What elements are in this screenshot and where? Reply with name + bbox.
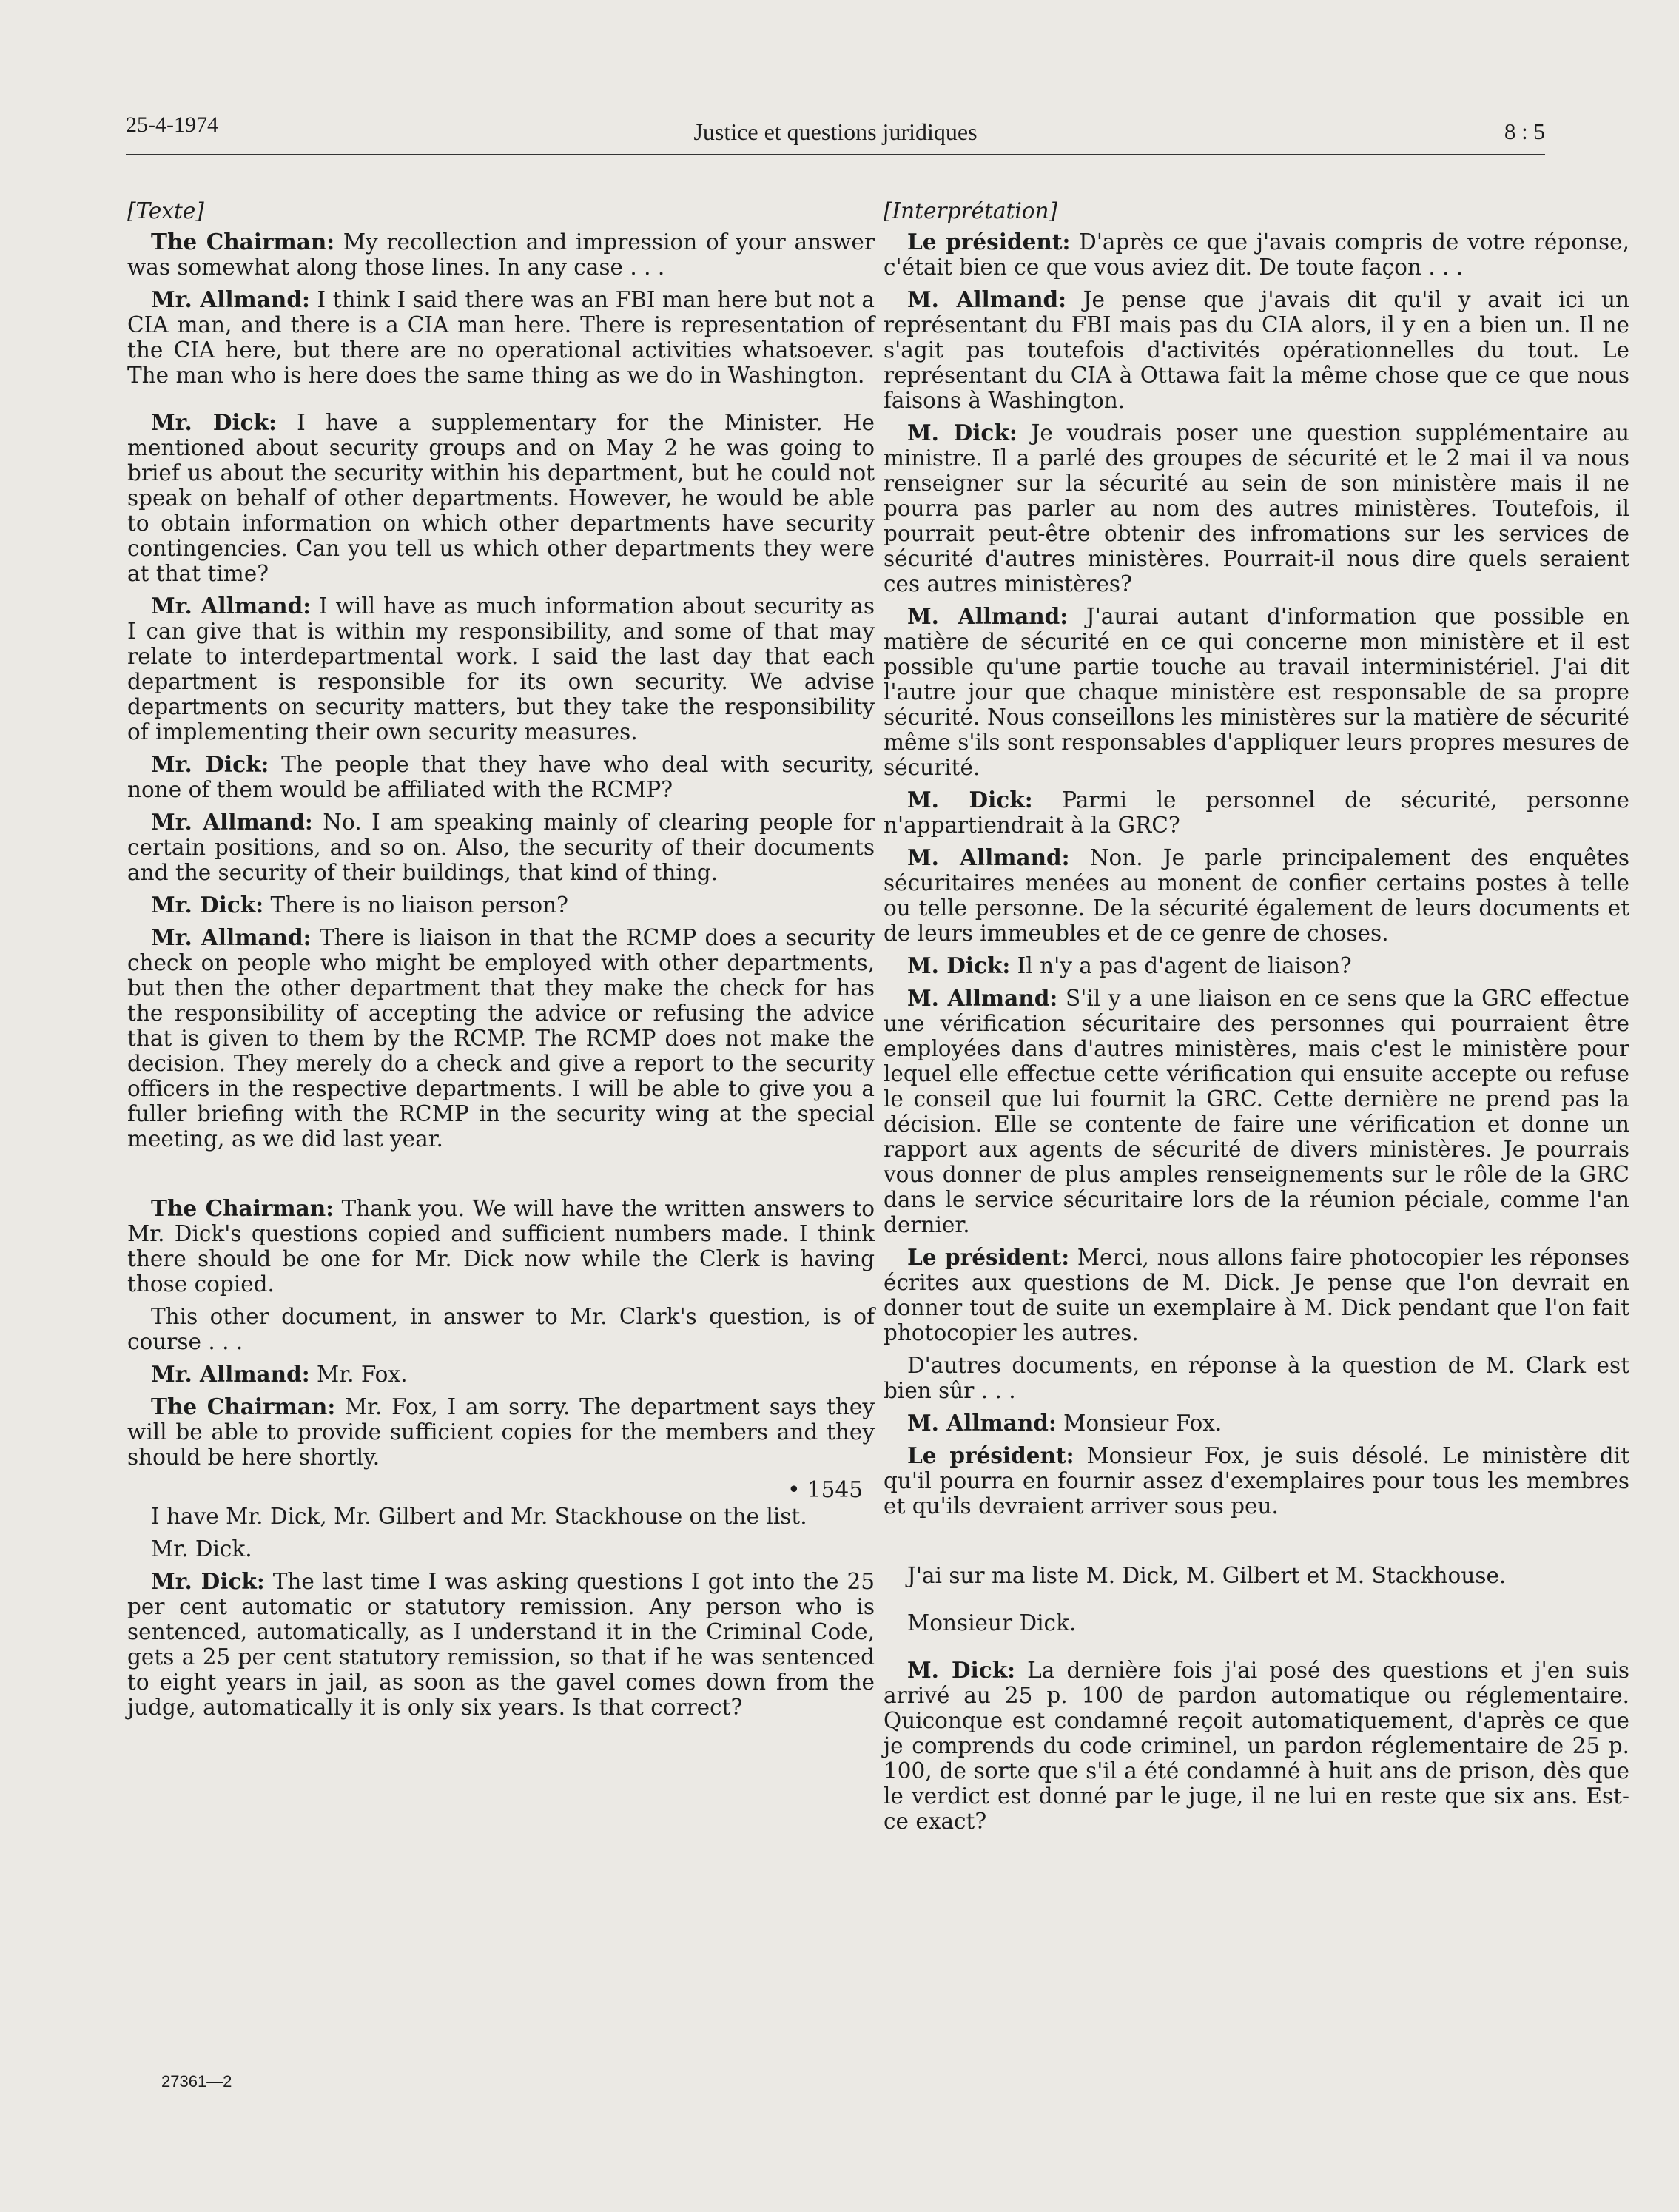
paragraph xyxy=(127,1504,875,1529)
header-title: Justice et questions juridiques xyxy=(693,118,978,145)
speaker: Mr. Allmand: xyxy=(151,593,312,619)
speech: Je pense que j'avais dit qu'il y avait ici un représentant du FBI mais pas du CIA alors, il y en a bien un. Il ne s'agit pas toutefois d'activités opérationnelles du tout. Le représentant du CIA à Ottawa fait la même chose que ce que nous faisons à Washington. xyxy=(884,287,1629,413)
speech: I have a supplementary for the Minister. He mentioned about security groups and on May 2 he was going to brief us about the security within his department, but he could not speak on behalf of other departments. However, he would be able to obtain information on which other departments have security contingencies. Can you tell us which other departments they were at that time? xyxy=(127,410,875,586)
language-tag: [Interprétation] xyxy=(884,198,1058,223)
speech: La dernière fois j'ai posé des questions et j'en suis arrivé au 25 p. 100 de pardon automatique ou réglementaire. Quiconque est condamné reçoit automatiquement, d'après ce que je comprends du code criminel, un pardon réglementaire de 25 p. 100, de sorte que s'il a été condamné à huit ans de prison, dès que le verdict est donné par le juge, il ne lui en reste que six ans. Est-ce exact? xyxy=(884,1658,1629,1834)
speaker: M. Dick: xyxy=(907,787,1033,813)
paragraph xyxy=(884,1411,1629,1436)
speech: Thank you. We will have the written answers to Mr. Dick's questions copied and sufficient numbers made. I think there should be one for Mr. Dick now while the Clerk is having those copied. xyxy=(127,1196,875,1297)
paragraph xyxy=(884,1443,1629,1519)
speaker: M. Dick: xyxy=(907,420,1017,446)
paragraph xyxy=(884,787,1629,838)
paragraph xyxy=(127,1362,875,1387)
speaker: Le président: xyxy=(907,229,1071,255)
paragraph xyxy=(884,986,1629,1237)
paragraph xyxy=(127,892,875,918)
paragraph xyxy=(127,229,875,280)
paragraph xyxy=(127,287,875,388)
speech: I will have as much information about security as I can give that is within my responsibility, and some of that may relate to interdepartmental work. I said the last day that each department is responsible for its own security. We advise departments on security matters, but they take the responsibility of implementing their own security measures. xyxy=(127,594,875,744)
speech: The last time I was asking questions I got into the 25 per cent automatic or statutory remission. Any person who is sentenced, automatically, as I understand it in the Criminal Code, gets a 25 per cent statutory remission, so that if he was sentenced to eight years in jail, as soon as the gavel comes down from the judge, automatically it is only six years. Is that correct? xyxy=(127,1569,875,1720)
speaker: M. Allmand: xyxy=(907,985,1058,1011)
page-header xyxy=(126,112,1545,155)
paragraph xyxy=(884,1353,1629,1403)
speech: The people that they have who deal with security, none of them would be affiliated with the RCMP? xyxy=(127,752,875,802)
speech: Monsieur Fox, je suis désolé. Le ministère dit qu'il pourra en fournir assez d'exemplaires pour tous les membres et qu'ils devraient arriver sous peu. xyxy=(884,1443,1629,1519)
language-tag: [Texte] xyxy=(127,198,204,223)
paragraph xyxy=(127,752,875,802)
speech: Je voudrais poser une question supplémentaire au ministre. Il a parlé des groupes de sécurité et le 2 mai il va nous renseigner sur la sécurité au sein de son ministère mais il ne pourra pas parler au nom des autres ministères. Toutefois, il pourrait peut-être obtenir des infromations sur les services de sécurité d'autres ministères. Pourrait-il nous dire quels seraient ces autres ministères? xyxy=(884,420,1629,596)
paragraph xyxy=(127,1394,875,1470)
speech: There is liaison in that the RCMP does a security check on people who might be employed with other departments, but then the other department that they make the check for has the responsibility of accepting the advice or refusing the advice that is given to them by the RCMP. The RCMP does not make the decision. They merely do a check and give a report to the security officers in the respective departments. I will be able to give you a fuller briefing with the RCMP in the security wing at the special meeting, as we did last year. xyxy=(127,925,875,1152)
speech: There is no liaison person? xyxy=(263,892,568,918)
speaker: M. Allmand: xyxy=(907,1410,1057,1436)
speaker: M. Dick: xyxy=(907,1657,1016,1683)
speech: S'il y a une liaison en ce sens que la GRC effectue une vérification sécuritaire des personnes qui pourraient être employées dans d'autres ministères, mais c'est le ministère pour lequel elle effectue cette vérification qui ensuite accepte ou refuse le conseil que lui fournit la GRC. Cette dernière ne prend pas la décision. Elle se contente de faire une vérification et donne un rapport aux agents de sécurité de divers ministères. Je pourrais vous donner de plus amples renseignements sur le rôle de la GRC dans le service sécuritaire lors de la réunion péciale, comme l'an dernier. xyxy=(884,986,1630,1237)
paragraph xyxy=(127,1536,875,1561)
speech: Non. Je parle principalement des enquêtes sécuritaires menées au monent de confier certains postes à telle ou telle personne. De la sécurité également de leurs documents et de leurs immeubles et de ce genre de choses. xyxy=(884,845,1629,946)
english-column xyxy=(127,198,875,1727)
page-footer-code: 27361—2 xyxy=(161,2072,232,2091)
speaker: Mr. Allmand: xyxy=(151,1361,310,1387)
speech: Il n'y a pas d'agent de liaison? xyxy=(1010,953,1352,978)
speaker: Le président: xyxy=(907,1442,1074,1468)
speaker: Mr. Dick: xyxy=(151,892,264,918)
speech: Mr. Fox. xyxy=(309,1362,408,1387)
speaker: Mr. Dick: xyxy=(151,751,269,777)
paragraph xyxy=(884,1658,1629,1834)
time-stamp: • 1545 xyxy=(787,1477,863,1502)
header-date: 25-4-1974 xyxy=(126,112,218,137)
speech: Mr. Fox, I am sorry. The department says they will be able to provide sufficient copies for the members and they should be here shortly. xyxy=(127,1394,875,1470)
paragraph xyxy=(127,1304,875,1354)
speaker: M. Allmand: xyxy=(907,844,1070,870)
speaker: Mr. Dick: xyxy=(151,409,277,435)
speaker: M. Dick: xyxy=(907,952,1011,978)
speech: J'aurai autant d'information que possible en matière de sécurité en ce qui concerne mon ministère et il est possible qu'une partie touche au travail interministériel. J'ai dit l'autre jour que chaque ministère est responsable de sa propre sécurité. Nous conseillons les ministères sur la matière de sécurité même s'ils sont responsables d'appliquer leurs propres mesures de sécurité. xyxy=(884,604,1629,780)
paragraph xyxy=(884,229,1629,280)
speech: This other document, in answer to Mr. Clark's question, is of course . . . xyxy=(127,1304,875,1354)
header-page-number: 8 : 5 xyxy=(1504,118,1545,144)
paragraph xyxy=(127,1569,875,1720)
speech: I think I said there was an FBI man here but not a CIA man, and there is a CIA man here. There is representation of the CIA here, but there are no operational activities whatsoever. The man who is here does the same thing as we do in Washington. xyxy=(127,287,875,388)
speaker: Mr. Dick: xyxy=(151,1568,265,1594)
speaker: Mr. Allmand: xyxy=(151,924,312,950)
paragraph xyxy=(884,845,1629,946)
paragraph xyxy=(884,604,1629,780)
speaker: The Chairman: xyxy=(151,229,335,255)
speech: Mr. Dick. xyxy=(151,1536,252,1561)
paragraph xyxy=(127,925,875,1152)
speaker: Mr. Allmand: xyxy=(151,286,310,312)
speaker: M. Allmand: xyxy=(907,286,1067,312)
paragraph xyxy=(127,810,875,885)
paragraph xyxy=(884,420,1629,596)
speech: D'après ce que j'avais compris de votre réponse, c'était bien ce que vous aviez dit. De toute façon . . . xyxy=(884,229,1629,280)
paragraph xyxy=(884,1610,1629,1636)
speech: Merci, nous allons faire photocopier les réponses écrites aux questions de M. Dick. Je pense que l'on devrait en donner tout de suite un exemplaire à M. Dick pendant que l'on fait photocopier les autres. xyxy=(884,1245,1629,1345)
speech: Monsieur Fox. xyxy=(1056,1411,1222,1436)
paragraph xyxy=(884,953,1629,978)
speech: Monsieur Dick. xyxy=(907,1610,1077,1636)
speaker: M. Allmand: xyxy=(907,603,1069,629)
speech: Parmi le personnel de sécurité, personne n'appartiendrait à la GRC? xyxy=(884,787,1629,838)
speech: My recollection and impression of your answer was somewhat along those lines. In any case . . . xyxy=(127,229,875,280)
paragraph xyxy=(127,594,875,744)
speech: No. I am speaking mainly of clearing people for certain positions, and so on. Also, the security of their documents and the security of their buildings, that kind of thing. xyxy=(127,810,875,885)
paragraph xyxy=(884,1245,1629,1345)
speech: I have Mr. Dick, Mr. Gilbert and Mr. Stackhouse on the list. xyxy=(151,1504,807,1529)
speaker: The Chairman: xyxy=(151,1195,334,1221)
paragraph xyxy=(884,287,1629,413)
paragraph xyxy=(127,410,875,586)
speaker: Le président: xyxy=(907,1244,1070,1270)
french-column xyxy=(884,198,1629,1841)
speech: D'autres documents, en réponse à la question de M. Clark est bien sûr . . . xyxy=(884,1353,1629,1403)
paragraph xyxy=(127,1196,875,1297)
speech: J'ai sur ma liste M. Dick, M. Gilbert et M. Stackhouse. xyxy=(907,1563,1507,1588)
paragraph xyxy=(884,1563,1629,1588)
speaker: The Chairman: xyxy=(151,1394,336,1419)
speaker: Mr. Allmand: xyxy=(151,809,313,835)
